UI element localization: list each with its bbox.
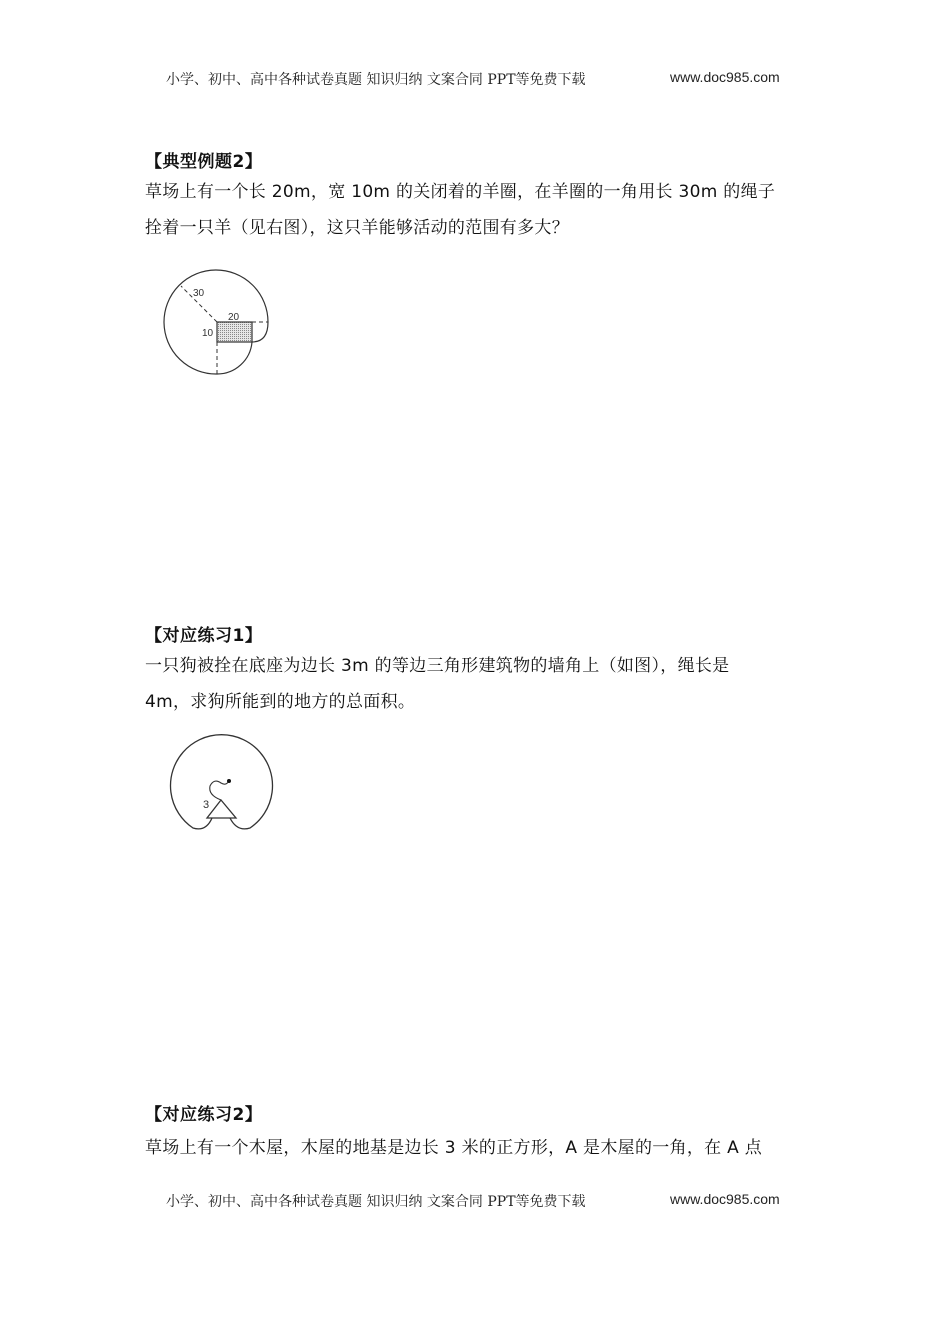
sheep-pen-figure: [155, 262, 285, 387]
header-text: 小学、初中、高中各种试卷真题 知识归纳 文案合同 PPT等免费下载: [166, 72, 586, 88]
section-title-practice-2: 【对应练习2】: [145, 1105, 263, 1125]
section-title-practice-1: 【对应练习1】: [145, 626, 263, 646]
text-line: 拴着一只羊（见右图），这只羊能够活动的范围有多大？: [145, 218, 569, 238]
text-line: 4m，求狗所能到的地方的总面积。: [145, 692, 416, 712]
footer-site-link[interactable]: www.doc985.com: [670, 1191, 780, 1207]
text-line: 草场上有一个长 20m，宽 10m 的关闭着的羊圈，在羊圈的一角用长 30m 的绳子: [145, 182, 776, 202]
side-label: 3: [203, 799, 210, 811]
sheep-pen-rect: [217, 322, 252, 342]
small-arc-bottom: [217, 342, 252, 374]
triangle-building: [207, 800, 236, 818]
small-arc-right: [252, 322, 268, 342]
header-site-link[interactable]: www.doc985.com: [670, 69, 780, 85]
text-line: 草场上有一个木屋，木屋的地基是边长 3 米的正方形，A 是木屋的一角，在 A 点: [145, 1138, 763, 1158]
section-title-example-2: 【典型例题2】: [145, 152, 263, 172]
width-label: 10: [202, 328, 214, 339]
dog-tether-figure: [160, 722, 285, 837]
dog-point: [227, 779, 231, 783]
rope-line: [210, 781, 229, 800]
section-body-practice-2: [145, 1130, 815, 1166]
radius-label: 30: [193, 288, 205, 299]
text-line: 一只狗被拴在底座为边长 3m 的等边三角形建筑物的墙角上（如图），绳长是: [145, 656, 730, 676]
length-label: 20: [228, 312, 240, 323]
section-body-example-2: [145, 174, 815, 246]
page-header: [166, 69, 806, 89]
page-footer: [166, 1191, 806, 1211]
section-body-practice-1: [145, 648, 815, 720]
footer-text: 小学、初中、高中各种试卷真题 知识归纳 文案合同 PPT等免费下载: [166, 1194, 586, 1210]
